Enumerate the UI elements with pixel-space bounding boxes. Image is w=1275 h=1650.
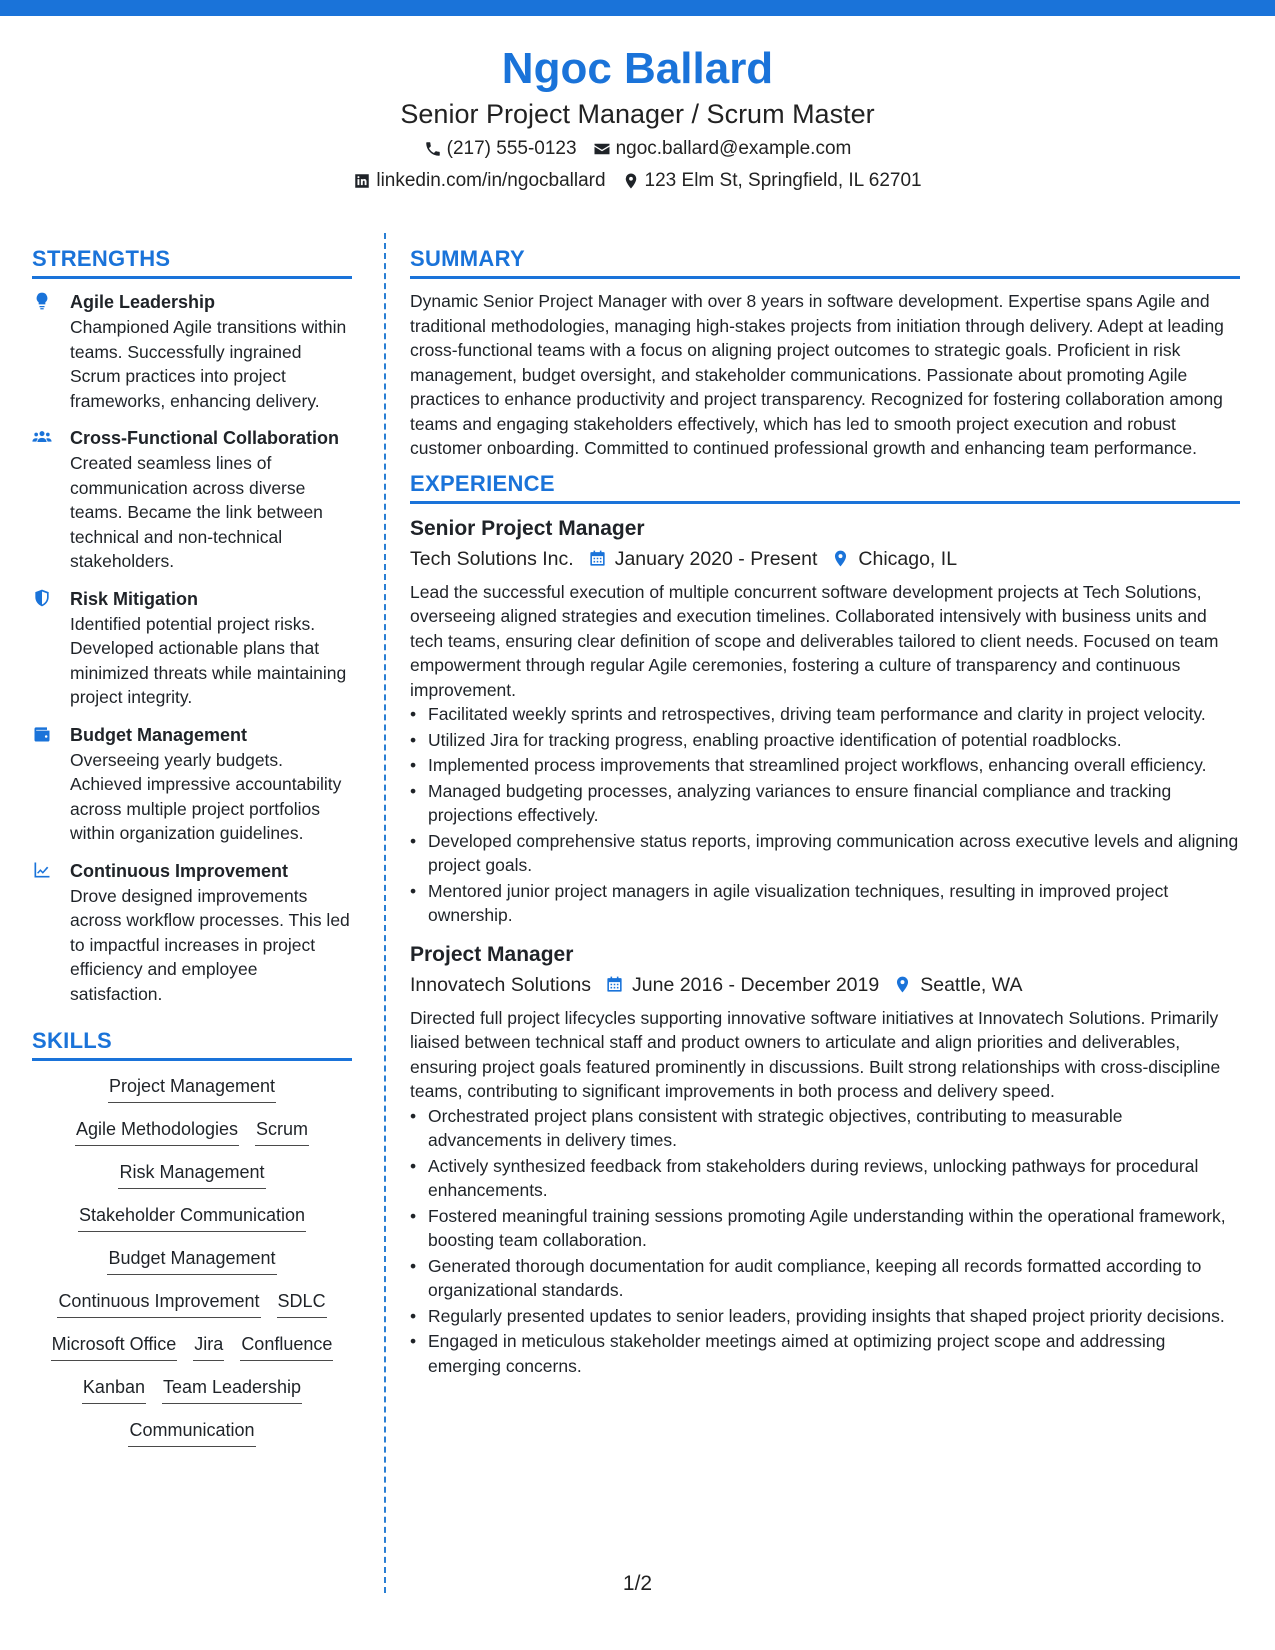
skills-list [32,1071,352,1447]
strength-title: Continuous Improvement [70,860,289,881]
job-dates: June 2016 - December 2019 [632,973,880,996]
skill-tag: Kanban [82,1374,146,1404]
top-accent-bar [0,0,1275,16]
address-text: 123 Elm St, Springfield, IL 62701 [644,170,922,191]
skill-tag: Communication [128,1417,255,1447]
job-company: Tech Solutions Inc. [410,547,574,570]
job-bullets [410,1104,1240,1379]
skill-tag: SDLC [277,1288,327,1318]
phone-icon [424,140,442,158]
skills-heading: SKILLS [32,1028,352,1061]
job-description: Lead the successful execution of multiple concurrent software development projects at Tech Solutions, overseeing aligned strategies and execution timelines. Collaborated intensively with business units and tech teams, ensuring clear definition of scope and deliverables tailored to client needs. Focused on team empowerment through regular Agile ceremonies, fostering a culture of transparency and continuous improvement. [410,581,1219,700]
skill-tag: Stakeholder Communication [78,1202,306,1232]
job-location: Seattle, WA [920,973,1023,996]
job-meta [410,544,1240,574]
email-text: ngoc.ballard@example.com [615,138,852,159]
linkedin-icon [353,172,371,190]
strength-desc: Created seamless lines of communication across diverse teams. Became the link between technical and non-technical stakeholders. [70,453,323,571]
job-bullet: • Developed comprehensive status reports, improving communication across executive levels and aligning project goals. [410,829,1240,878]
wallet-icon [32,724,52,744]
job-location: Chicago, IL [858,547,958,570]
skill-tag: Budget Management [107,1245,276,1275]
skill-tag: Risk Management [118,1159,265,1189]
strength-item [32,586,352,710]
strength-item [32,858,352,1007]
skill-row [32,1417,352,1447]
candidate-title: Senior Project Manager / Scrum Master [400,99,875,129]
job-entry [410,940,1240,1379]
calendar-icon [588,549,607,568]
experience-heading: EXPERIENCE [410,471,1240,504]
skill-tag: Confluence [240,1331,333,1361]
strength-desc: Championed Agile transitions within teams. Successfully ingrained Scrum practices into project frameworks, enhancing delivery. [70,317,347,411]
skill-tag: Team Leadership [162,1374,302,1404]
skill-tag: Jira [193,1331,224,1361]
map-pin-icon [622,172,640,190]
lightbulb-icon [32,291,52,311]
job-bullet: • Implemented process improvements that streamlined project workflows, enhancing overall efficiency. [410,753,1240,778]
linkedin-text: linkedin.com/in/ngocballard [376,170,606,191]
job-bullet: • Managed budgeting processes, analyzing variances to ensure financial compliance and tracking projections effectively. [410,779,1240,828]
contact-row-1 [0,134,1275,164]
map-pin-icon [831,549,850,568]
job-dates: January 2020 - Present [614,547,818,570]
skill-row [32,1245,352,1275]
skill-tag: Continuous Improvement [57,1288,260,1318]
skill-row [32,1288,352,1318]
strength-item [32,289,352,413]
envelope-icon [593,140,611,158]
job-bullet: • Utilized Jira for tracking progress, enabling proactive identification of potential roadblocks. [410,728,1240,753]
job-bullet: • Fostered meaningful training sessions promoting Agile understanding within the operational framework, boosting team collaboration. [410,1204,1240,1253]
summary-heading: SUMMARY [410,246,1240,279]
job-bullet: • Mentored junior project managers in agile visualization techniques, resulting in improved project ownership. [410,879,1240,928]
strengths-list [32,289,352,1006]
strength-title: Cross-Functional Collaboration [70,428,340,448]
contact-phone [424,134,577,164]
strength-desc: Drove designed improvements across workflow processes. This led to impactful increases in project efficiency and employee satisfaction. [70,885,350,1004]
candidate-name: Ngoc Ballard [501,44,774,93]
job-meta [410,970,1240,1000]
strength-item [32,722,352,846]
contact-address [622,166,922,196]
page-number: 1/2 [622,1572,653,1595]
skill-row [32,1331,352,1361]
job-bullet: • Facilitated weekly sprints and retrospectives, driving team performance and clarity in project velocity. [410,702,1240,727]
strengths-heading: STRENGTHS [32,246,352,279]
calendar-icon [605,975,624,994]
chart-line-icon [32,860,52,880]
strength-title: Agile Leadership [70,292,216,312]
skill-tag: Microsoft Office [51,1331,178,1361]
shield-icon [32,588,52,608]
skill-row [32,1202,352,1232]
strength-title: Budget Management [70,724,248,745]
skill-tag: Scrum [255,1116,309,1146]
skill-row [32,1116,352,1146]
right-column [410,246,1240,1390]
job-bullet: • Regularly presented updates to senior leaders, providing insights that shaped project priority decisions. [410,1304,1240,1329]
summary-text: Dynamic Senior Project Manager with over 8 years in software development. Expertise spans Agile and traditional methodologies, managing high-stakes projects from initiation through delivery. Adept at leading cross-functional teams with a focus on aligning project outcomes to strategic goals. Proficient in risk management, budget oversight, and stakeholder communications. Passionate about promoting Agile practices to enhance productivity and project transparency. Recognized for fostering collaboration among teams and engaging stakeholders effectively, which has led to smooth project execution and robust customer onboarding. Committed to continued professional growth and enhancing team performance. [410,291,1224,458]
column-divider [384,233,386,1593]
skill-row [32,1159,352,1189]
job-bullet: • Generated thorough documentation for audit compliance, keeping all records formatted according to organizational standards. [410,1254,1240,1303]
job-description: Directed full project lifecycles supporting innovative software initiatives at Innovatech Solutions. Primarily liaised between technical staff and product owners to articulate and align priorities and deliverables, ensuring project goals featured prominently in discussions. Built strong relationships with cross-discipline teams, contributing to significant improvements in both process and delivery speed. [410,1007,1221,1101]
job-bullets [410,702,1240,928]
map-pin-icon [893,975,912,994]
contact-linkedin[interactable] [353,166,605,196]
job-bullet: • Orchestrated project plans consistent with strategic objectives, contributing to measurable advancements in delivery times. [410,1104,1240,1153]
job-entry [410,514,1240,928]
strength-item [32,425,352,574]
contact-email[interactable] [593,134,852,164]
job-title: Project Manager [410,942,574,966]
resume-header [0,40,1275,196]
job-title: Senior Project Manager [410,516,645,540]
skill-tag: Project Management [108,1073,276,1103]
contact-row-2 [0,166,1275,196]
strength-desc: Overseeing yearly budgets. Achieved impressive accountability across multiple project portfolios within organization guidelines. [70,749,342,843]
job-company: Innovatech Solutions [410,973,592,996]
skill-row [32,1374,352,1404]
job-bullet: • Actively synthesized feedback from stakeholders during reviews, unlocking pathways for procedural enhancements. [410,1154,1240,1203]
skill-tag: Agile Methodologies [75,1116,239,1146]
left-column [32,246,352,1460]
job-bullet: • Engaged in meticulous stakeholder meetings aimed at optimizing project scope and addressing emerging concerns. [410,1329,1240,1378]
skill-row [32,1073,352,1103]
strength-title: Risk Mitigation [70,588,199,609]
phone-text: (217) 555-0123 [446,138,577,159]
users-icon [32,427,52,447]
strength-desc: Identified potential project risks. Developed actionable plans that minimized threats while maintaining project integrity. [70,613,347,707]
